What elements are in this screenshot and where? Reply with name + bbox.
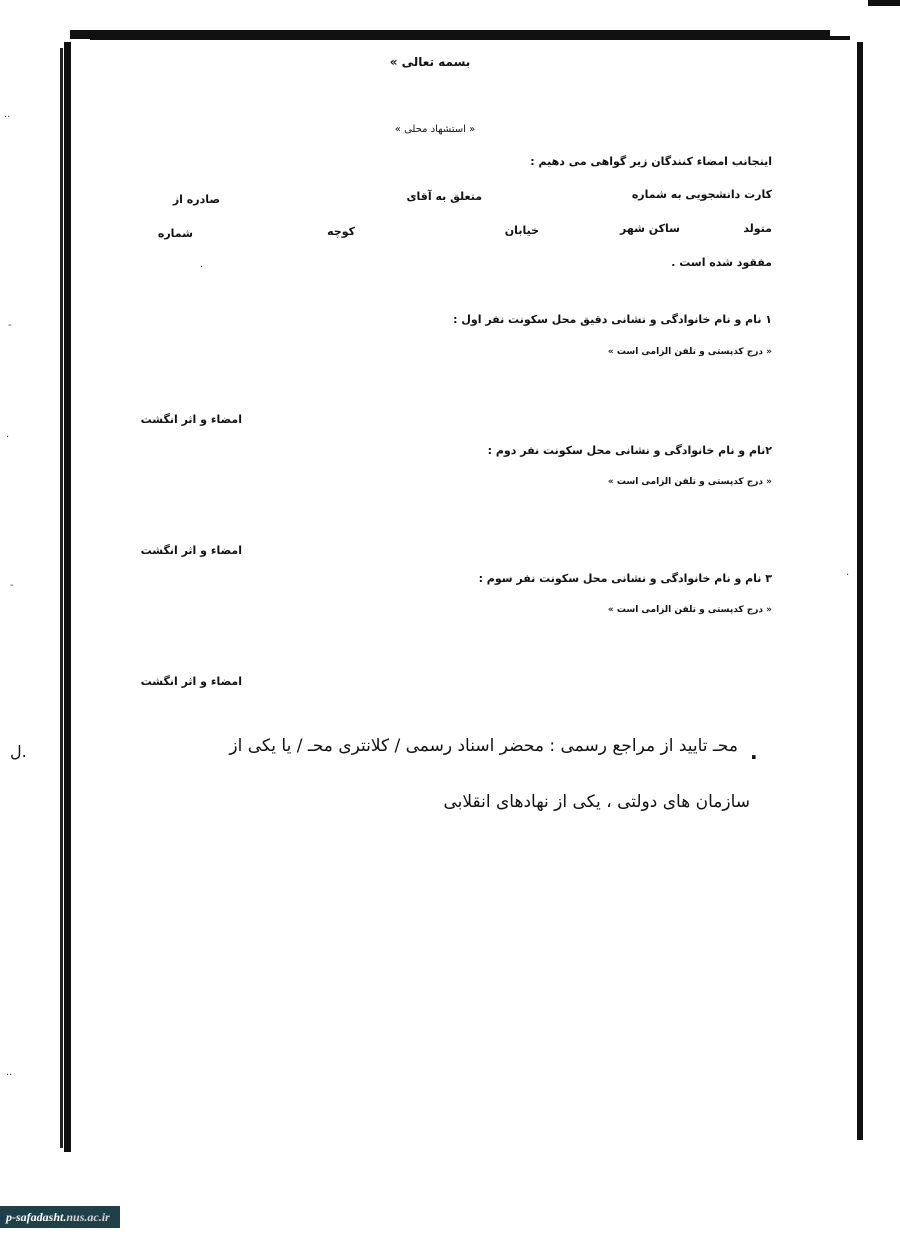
- street-label: خیابان: [504, 224, 539, 237]
- witness-2-signature: امضاء و اثر انگشت: [140, 544, 242, 557]
- page-title: بسمه تعالی »: [389, 55, 471, 69]
- witness-1-note: « درج کدپستی و تلفن الزامی است »: [607, 347, 772, 357]
- lost-statement: مفقود شده است .: [671, 256, 772, 269]
- scan-border-right: [857, 42, 863, 1140]
- approval-bullet: .: [750, 740, 758, 764]
- site-watermark: [0, 1206, 120, 1228]
- scan-speck: ··: [6, 1070, 13, 1081]
- witness-3-signature: امضاء و اثر انگشت: [140, 675, 242, 688]
- approval-line-1: محـ تایید از مراجع رسمی : محضر اسناد رسمی / کلانتری محـ / یا یکی از: [229, 736, 738, 756]
- scan-corner-mark: [868, 0, 900, 6]
- watermark-suffix: nus.ac.ir: [66, 1210, 110, 1224]
- scan-speck: ·: [200, 262, 204, 273]
- watermark-prefix: p-safadasht.: [6, 1210, 67, 1224]
- margin-mark: ل.: [10, 742, 27, 761]
- alley-label: کوچه: [327, 225, 355, 238]
- approval-line-2: سازمان های دولتی ، یکی از نهادهای انقلابی: [443, 792, 750, 812]
- scan-border-left: [64, 42, 71, 1152]
- scan-border-left-outer: [60, 48, 63, 1148]
- form-subtitle: « استشهاد محلی »: [394, 124, 476, 135]
- form-intro: اینجانب امضاء کنندگان زیر گواهی می دهیم :: [530, 155, 772, 168]
- resident-city-label: ساکن شهر: [620, 222, 680, 235]
- number-label: شماره: [157, 227, 193, 240]
- witness-1-signature: امضاء و اثر انگشت: [140, 413, 242, 426]
- witness-3-label: ۳ نام و نام خانوادگی و نشانی محل سکونت نفر سوم :: [478, 572, 772, 585]
- scan-speck: ··: [4, 112, 11, 123]
- witness-1-label: ۱ نام و نام خانوادگی و نشانی دقیق محل سکونت نفر اول :: [453, 313, 772, 326]
- witness-3-note: « درج کدپستی و تلفن الزامی است »: [607, 605, 772, 615]
- scan-speck: -: [8, 320, 12, 331]
- witness-2-note: « درج کدپستی و تلفن الزامی است »: [607, 477, 772, 487]
- scan-speck: -: [10, 580, 14, 591]
- scan-speck: ·: [6, 432, 10, 443]
- issued-from-label: صادره از: [172, 193, 220, 206]
- scan-speck: ·: [846, 570, 850, 581]
- scan-border-top-inner: [90, 36, 850, 40]
- born-label: متولد: [743, 222, 772, 235]
- belongs-to-label: متعلق به آقای: [406, 190, 482, 203]
- witness-2-label: ۲نام و نام خانوادگی و نشانی محل سکونت نفر دوم :: [487, 444, 772, 457]
- card-number-label: کارت دانشجویی به شماره: [631, 188, 772, 201]
